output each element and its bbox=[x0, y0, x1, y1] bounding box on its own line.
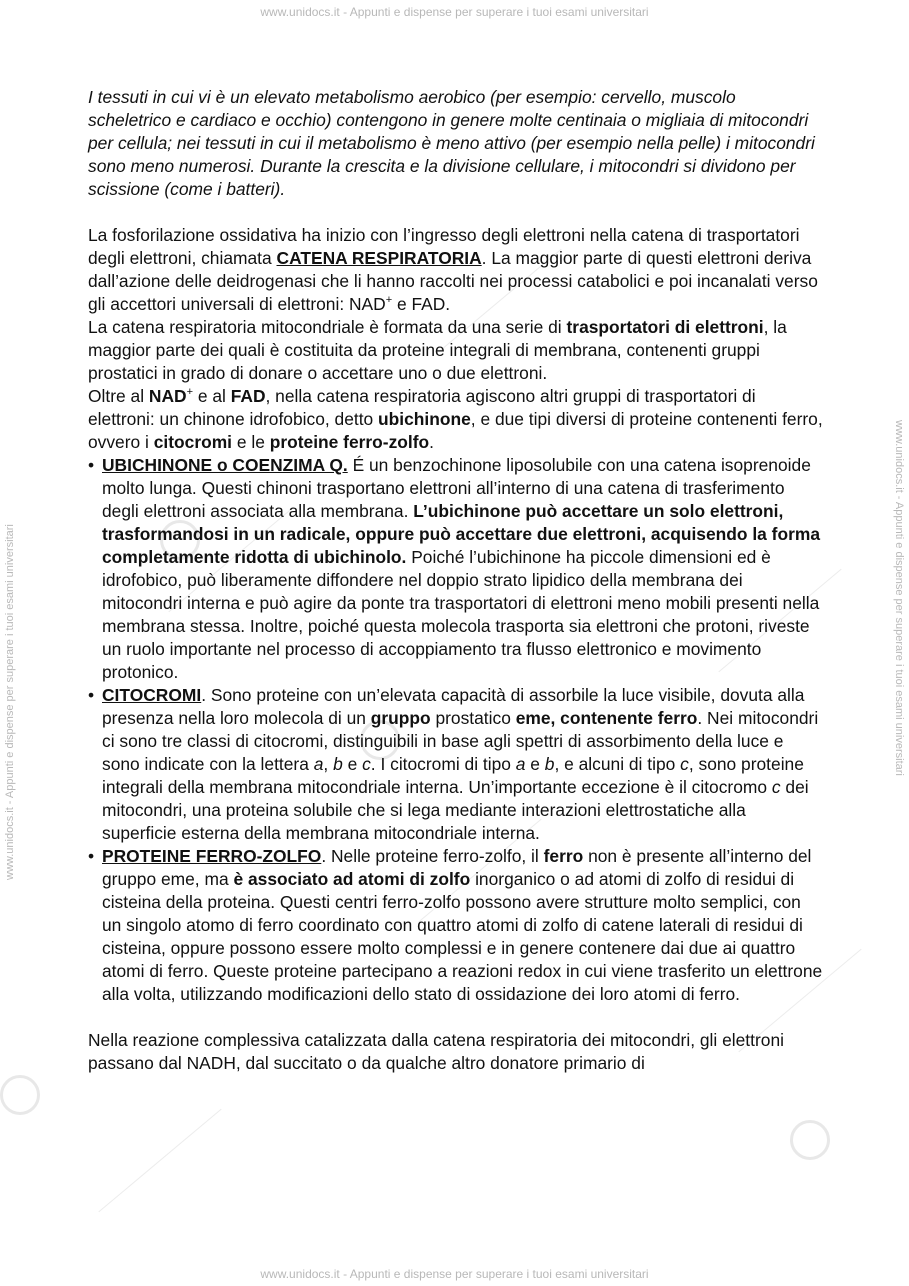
bold-text: trasportatori di elettroni bbox=[566, 317, 764, 337]
watermark-bottom: www.unidocs.it - Appunti e dispense per superare i tuoi esami universitari bbox=[260, 1267, 649, 1281]
superscript: + bbox=[186, 386, 194, 399]
italic-text: c bbox=[771, 777, 781, 797]
watermark-logo-icon bbox=[0, 1075, 40, 1115]
list-item-ubichinone bbox=[88, 454, 823, 684]
bold-text: L’ubichinone può accettare un solo elettroni, trasformandosi in un radicale, oppure può accettare due elettroni, acquisendo la forma completamente ridotta di ubichinolo. bbox=[102, 501, 821, 567]
text: e FAD. bbox=[392, 294, 451, 314]
closing-paragraph: Nella reazione complessiva catalizzata dalla catena respiratoria dei mitocondri, gli elettroni passano dal NADH, dal succitato o da qualche altro donatore primario di bbox=[88, 1030, 784, 1073]
text: , e due tipi diversi di proteine contenenti ferro, ovvero i bbox=[88, 409, 823, 452]
text: , la maggior parte dei quali è costituita da proteine integrali di membrana, contenenti gruppi prostatici in grado di donare o accettare uno o due elettroni. bbox=[88, 317, 787, 383]
bold-text: ubichinone bbox=[378, 409, 471, 429]
paragraph-respiratory-chain bbox=[88, 316, 823, 385]
text: non è presente all’interno del gruppo eme, ma bbox=[102, 846, 812, 889]
bold-text: ferro bbox=[543, 846, 584, 866]
intro-paragraph: I tessuti in cui vi è un elevato metabolismo aerobico (per esempio: cervello, muscolo scheletrico e cardiaco e occhio) contengono in genere molte centinaia o migliaia di mitocondri per cellula; nei tessuti in cui il metabolismo è meno attivo (per esempio nella pelle) i mitocondri sono meno numerosi. Durante la crescita e la divisione cellulare, i mitocondri si dividono per scissione (come i batteri). bbox=[88, 87, 815, 199]
text: e bbox=[525, 754, 545, 774]
text: . Nelle proteine ferro-zolfo, il bbox=[321, 846, 544, 866]
spacer bbox=[88, 1006, 823, 1029]
watermark-line bbox=[98, 1109, 221, 1213]
paragraph-carriers bbox=[88, 385, 823, 454]
bold-text: eme, contenente ferro bbox=[515, 708, 698, 728]
watermark-logo-icon bbox=[790, 1120, 830, 1160]
text: La fosforilazione ossidativa ha inizio con l’ingresso degli elettroni nella catena di trasportatori degli elettroni, chiamata bbox=[88, 225, 800, 268]
text: É un benzochinone liposolubile con una catena isoprenoide molto lunga. Questi chinoni trasportano elettroni all’interno di una catena di trasferimento degli elettroni associata alla membrana. bbox=[102, 455, 811, 521]
text: La catena respiratoria mitocondriale è formata da una serie di bbox=[88, 317, 567, 337]
text: e al bbox=[193, 386, 231, 406]
text: . Sono proteine con un’elevata capacità di assorbile la luce visibile, dovuta alla presenza nella loro molecola di un bbox=[102, 685, 805, 728]
text: prostatico bbox=[430, 708, 516, 728]
italic-text: b bbox=[333, 754, 343, 774]
italic-text: b bbox=[544, 754, 555, 774]
italic-text: a bbox=[515, 754, 526, 774]
text: . La maggior parte di questi elettroni deriva dall’azione delle deidrogenasi che li hanno raccolti nei processi catabolici e poi incanalati verso gli accettori universali di elettroni: NAD bbox=[88, 248, 818, 314]
bold-text: gruppo bbox=[370, 708, 431, 728]
text: . bbox=[429, 432, 434, 452]
bold-text: FAD bbox=[230, 386, 266, 406]
text: , nella catena respiratoria agiscono altri gruppi di trasportatori di elettroni: un chinone idrofobico, detto bbox=[88, 386, 756, 429]
text: , e alcuni di tipo bbox=[554, 754, 681, 774]
bold-text: è associato ad atomi di zolfo bbox=[233, 869, 471, 889]
text: Poiché l’ubichinone ha piccole dimensioni ed è idrofobico, può liberamente diffondere nel doppio strato lipidico della membrana dei mitocondri interna e può agire da ponte tra trasportatori di elettroni meno mobili presenti nella membrana stessa. Inoltre, poiché questa molecola trasporta sia elettroni che protoni, riveste un ruolo importante nel processo di accoppiamento tra flusso elettronico e movimento protonico. bbox=[102, 547, 820, 682]
paragraph-oxidative-phosphorylation bbox=[88, 224, 823, 316]
term-proteine-ferro-zolfo: PROTEINE FERRO-ZOLFO bbox=[102, 846, 322, 866]
term-citocromi: CITOCROMI bbox=[102, 685, 202, 705]
bold-text: NAD bbox=[148, 386, 187, 406]
text: e bbox=[342, 754, 363, 774]
term-ubichinone: UBICHINONE o COENZIMA Q. bbox=[102, 455, 348, 475]
text: inorganico o ad atomi di zolfo di residui di cisteina della proteina. Questi centri ferro-zolfo possono avere strutture molto semplici, con un singolo atomo di ferro coordinato con quattro atomi di zolfo di catene laterali di residui di cisteina, oppure possono essere molto complessi e in genere contenere dai due ai quattro atomi di ferro. Queste proteine partecipano a reazioni redox in cui viene trasferito un elettrone alla volta, utilizzando modificazioni dello stato di ossidazione dei loro atomi di ferro. bbox=[102, 869, 823, 1004]
bold-text: citocromi bbox=[153, 432, 233, 452]
carrier-list bbox=[88, 454, 823, 1006]
text: e le bbox=[232, 432, 270, 452]
bold-text: proteine ferro-zolfo bbox=[269, 432, 430, 452]
term-catena-respiratoria: CATENA RESPIRATORIA bbox=[276, 248, 482, 268]
watermark-right: www.unidocs.it - Appunti e dispense per superare i tuoi esami universitari bbox=[893, 420, 905, 776]
text: , sono proteine integrali della membrana mitocondriale interna. Un’importante eccezione è il citocromo bbox=[102, 754, 804, 797]
superscript: + bbox=[385, 294, 393, 307]
italic-text: c bbox=[680, 754, 689, 774]
italic-text: c bbox=[362, 754, 371, 774]
text: dei mitocondri, una proteina solubile che si lega mediante interazioni elettrostatiche alla superficie esterna della membrana mitocondriale interna. bbox=[102, 777, 809, 843]
italic-text: a bbox=[313, 754, 324, 774]
list-item-citocromi bbox=[88, 684, 823, 845]
text: . Nei mitocondri ci sono tre classi di citocromi, distinguibili in base agli spettri di assorbimento della luce e sono indicate con la lettera bbox=[102, 708, 819, 774]
text: , bbox=[323, 754, 334, 774]
watermark-top: www.unidocs.it - Appunti e dispense per superare i tuoi esami universitari bbox=[260, 5, 649, 19]
watermark-left: www.unidocs.it - Appunti e dispense per superare i tuoi esami universitari bbox=[4, 524, 16, 880]
text: . I citocromi di tipo bbox=[370, 754, 516, 774]
document-body bbox=[88, 86, 823, 1075]
text: Oltre al bbox=[88, 386, 149, 406]
list-item-proteine-ferro-zolfo bbox=[88, 845, 823, 1006]
